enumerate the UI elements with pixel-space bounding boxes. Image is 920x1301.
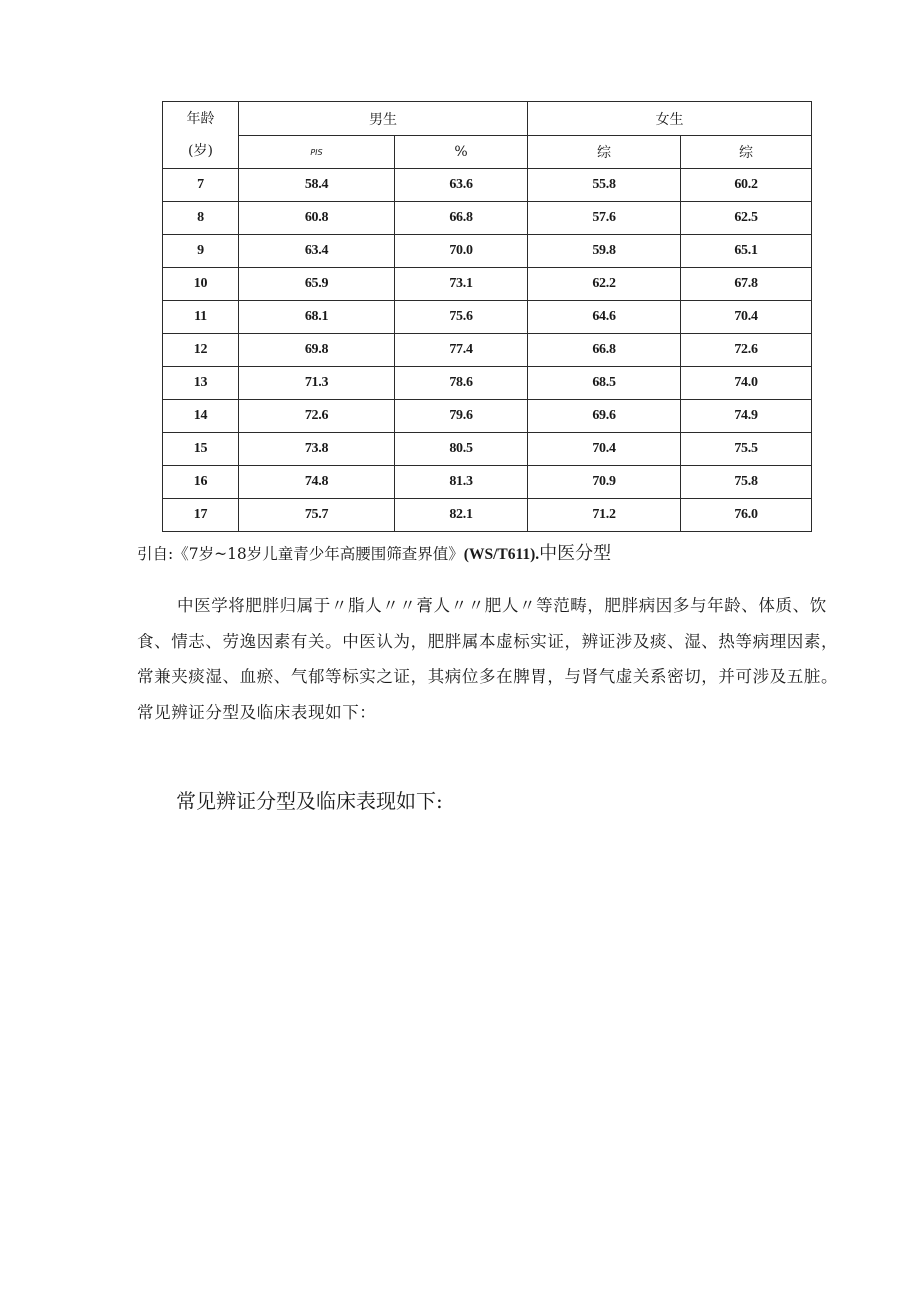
value-cell: 66.8 xyxy=(395,202,528,235)
table-row xyxy=(163,499,812,532)
table-row xyxy=(163,301,812,334)
source-standard: (WS/T611). xyxy=(463,546,540,563)
age-cell: 12 xyxy=(163,334,239,367)
age-cell: 10 xyxy=(163,268,239,301)
value-cell: 70.9 xyxy=(528,466,681,499)
age-cell: 13 xyxy=(163,367,239,400)
table-row xyxy=(163,235,812,268)
value-cell: 72.6 xyxy=(239,400,395,433)
value-cell: 69.8 xyxy=(239,334,395,367)
age-cell: 15 xyxy=(163,433,239,466)
table-row xyxy=(163,400,812,433)
age-cell: 14 xyxy=(163,400,239,433)
value-cell: 71.2 xyxy=(528,499,681,532)
girls-p75-header: 综 xyxy=(528,136,681,169)
section-title-tcm: 中医分型 xyxy=(539,543,612,564)
boys-p75-header: PIS xyxy=(239,136,395,169)
value-cell: 70.4 xyxy=(528,433,681,466)
age-header-unit: (岁) xyxy=(188,143,213,159)
value-cell: 69.6 xyxy=(528,400,681,433)
value-cell: 59.8 xyxy=(528,235,681,268)
girls-header: 女生 xyxy=(528,102,812,136)
value-cell: 76.0 xyxy=(681,499,812,532)
source-prefix: 引自:《7岁~18岁儿童青少年高腰围筛查界值》 xyxy=(137,545,464,563)
value-cell: 75.8 xyxy=(681,466,812,499)
value-cell: 68.1 xyxy=(239,301,395,334)
boys-header: 男生 xyxy=(239,102,528,136)
age-cell: 17 xyxy=(163,499,239,532)
value-cell: 73.8 xyxy=(239,433,395,466)
value-cell: 68.5 xyxy=(528,367,681,400)
value-cell: 75.6 xyxy=(395,301,528,334)
value-cell: 70.0 xyxy=(395,235,528,268)
value-cell: 74.9 xyxy=(681,400,812,433)
value-cell: 62.2 xyxy=(528,268,681,301)
age-cell: 9 xyxy=(163,235,239,268)
age-header-label: 年龄 xyxy=(186,111,215,127)
source-citation xyxy=(137,541,837,568)
value-cell: 73.1 xyxy=(395,268,528,301)
value-cell: 63.6 xyxy=(395,169,528,202)
age-cell: 8 xyxy=(163,202,239,235)
value-cell: 77.4 xyxy=(395,334,528,367)
value-cell: 55.8 xyxy=(528,169,681,202)
value-cell: 72.6 xyxy=(681,334,812,367)
value-cell: 74.0 xyxy=(681,367,812,400)
value-cell: 57.6 xyxy=(528,202,681,235)
value-cell: 58.4 xyxy=(239,169,395,202)
table-row xyxy=(163,466,812,499)
value-cell: 79.6 xyxy=(395,400,528,433)
value-cell: 70.4 xyxy=(681,301,812,334)
value-cell: 65.1 xyxy=(681,235,812,268)
value-cell: 64.6 xyxy=(528,301,681,334)
value-cell: 74.8 xyxy=(239,466,395,499)
value-cell: 80.5 xyxy=(395,433,528,466)
table-row xyxy=(163,433,812,466)
subheading: 常见辨证分型及临床表现如下: xyxy=(176,789,443,813)
value-cell: 63.4 xyxy=(239,235,395,268)
value-cell: 60.8 xyxy=(239,202,395,235)
table-row xyxy=(163,268,812,301)
table-row xyxy=(163,334,812,367)
value-cell: 67.8 xyxy=(681,268,812,301)
table-row xyxy=(163,202,812,235)
value-cell: 66.8 xyxy=(528,334,681,367)
table-row xyxy=(163,169,812,202)
girls-p90-header: 综 xyxy=(681,136,812,169)
age-header xyxy=(163,102,239,169)
value-cell: 78.6 xyxy=(395,367,528,400)
age-cell: 11 xyxy=(163,301,239,334)
value-cell: 75.5 xyxy=(681,433,812,466)
table-row xyxy=(163,367,812,400)
value-cell: 81.3 xyxy=(395,466,528,499)
value-cell: 62.5 xyxy=(681,202,812,235)
boys-p90-header: % xyxy=(395,136,528,169)
value-cell: 71.3 xyxy=(239,367,395,400)
body-paragraph: 中医学将肥胖归属于〃脂人〃〃膏人〃〃肥人〃等范畴，肥胖病因多与年龄、体质、饮食、情志、劳逸因素有关。中医认为，肥胖属本虚标实证，辨证涉及痰、湿、热等病理因素，常兼夹痰湿、血瘀、气郁等标实之证，其病位多在脾胃，与肾气虚关系密切，并可涉及五脏。常见辨证分型及临床表现如下： xyxy=(137,596,839,722)
value-cell: 65.9 xyxy=(239,268,395,301)
value-cell: 60.2 xyxy=(681,169,812,202)
value-cell: 82.1 xyxy=(395,499,528,532)
waist-circumference-table xyxy=(162,101,812,532)
age-cell: 16 xyxy=(163,466,239,499)
value-cell: 75.7 xyxy=(239,499,395,532)
age-cell: 7 xyxy=(163,169,239,202)
